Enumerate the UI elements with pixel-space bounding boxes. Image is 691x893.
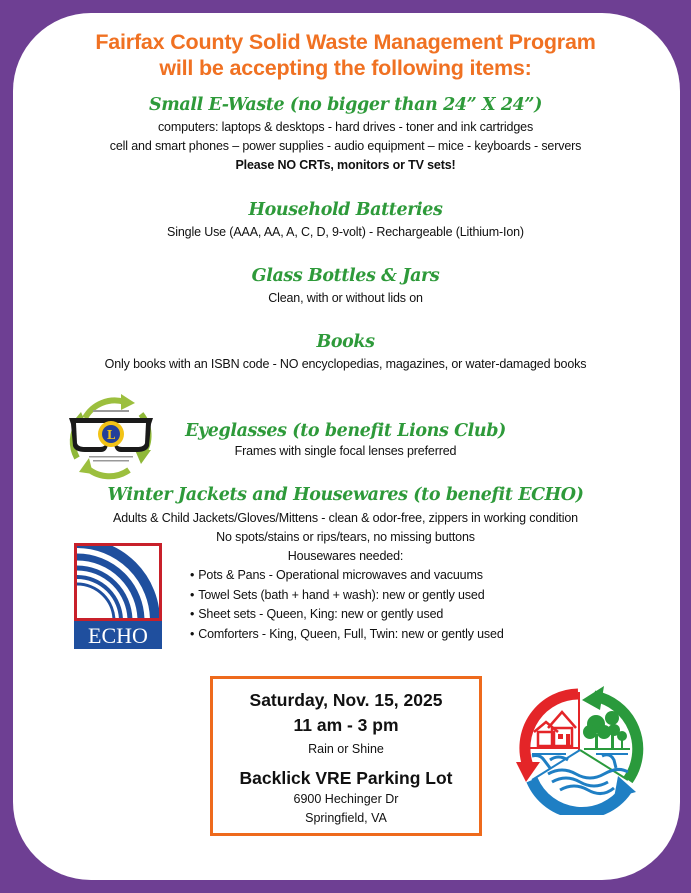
echo-logo-icon: [74, 543, 162, 649]
recycle-logo-icon: [510, 680, 650, 815]
ewaste-line-2: cell and smart phones – power supplies - audio equipment – mice - keyboards - servers: [109, 139, 582, 153]
glass-line-1: Clean, with or without lids on: [268, 291, 423, 305]
eyeglasses-line-1: Frames with single focal lenses preferred: [234, 444, 457, 458]
flyer-title-line-2: will be accepting the following items:: [159, 56, 532, 80]
event-details-box: [210, 676, 482, 836]
housewares-item: • Comforters - King, Queen, Full, Twin: new or gently used: [190, 625, 504, 645]
lions-letter: L: [106, 428, 116, 442]
housewares-list: [190, 566, 504, 644]
winter-line-2: No spots/stains or rips/tears, no missing buttons: [216, 530, 475, 544]
event-time: 11 am - 3 pm: [293, 715, 399, 735]
event-address-line-1: 6900 Hechinger Dr: [293, 792, 399, 806]
ewaste-line-1: computers: laptops & desktops - hard drives - toner and ink cartridges: [157, 120, 534, 134]
winter-heading: Winter Jackets and Housewares (to benefit ECHO): [107, 485, 584, 505]
glass-heading: Glass Bottles & Jars: [251, 266, 440, 286]
event-address-line-2: Springfield, VA: [305, 811, 387, 825]
ewaste-warning: Please NO CRTs, monitors or TV sets!: [235, 158, 456, 172]
eyeglasses-heading: Eyeglasses (to benefit Lions Club): [185, 421, 506, 441]
ewaste-heading: Small E-Waste (no bigger than 24” X 24”): [149, 95, 542, 115]
event-location: Backlick VRE Parking Lot: [239, 768, 453, 788]
housewares-item: • Sheet sets - Queen, King: new or gently used: [190, 605, 504, 625]
housewares-item: • Pots & Pans - Operational microwaves and vacuums: [190, 566, 504, 586]
flyer-title-line-1: Fairfax County Solid Waste Management Program: [95, 30, 596, 54]
books-line-1: Only books with an ISBN code - NO encyclopedias, magazines, or water-damaged books: [104, 357, 587, 371]
batteries-line-1: Single Use (AAA, AA, A, C, D, 9-volt) - Rechargeable (Lithium-Ion): [167, 225, 524, 239]
event-date: Saturday, Nov. 15, 2025: [249, 690, 443, 710]
event-weather-note: Rain or Shine: [308, 742, 384, 756]
books-heading: Books: [316, 332, 375, 352]
winter-line-1: Adults & Child Jackets/Gloves/Mittens - clean & odor-free, zippers in working condition: [113, 511, 578, 525]
housewares-label: Housewares needed:: [287, 549, 404, 563]
housewares-item: • Towel Sets (bath + hand + wash): new or gently used: [190, 586, 504, 606]
echo-logo-text: ECHO: [88, 623, 148, 648]
batteries-heading: Household Batteries: [248, 200, 443, 220]
